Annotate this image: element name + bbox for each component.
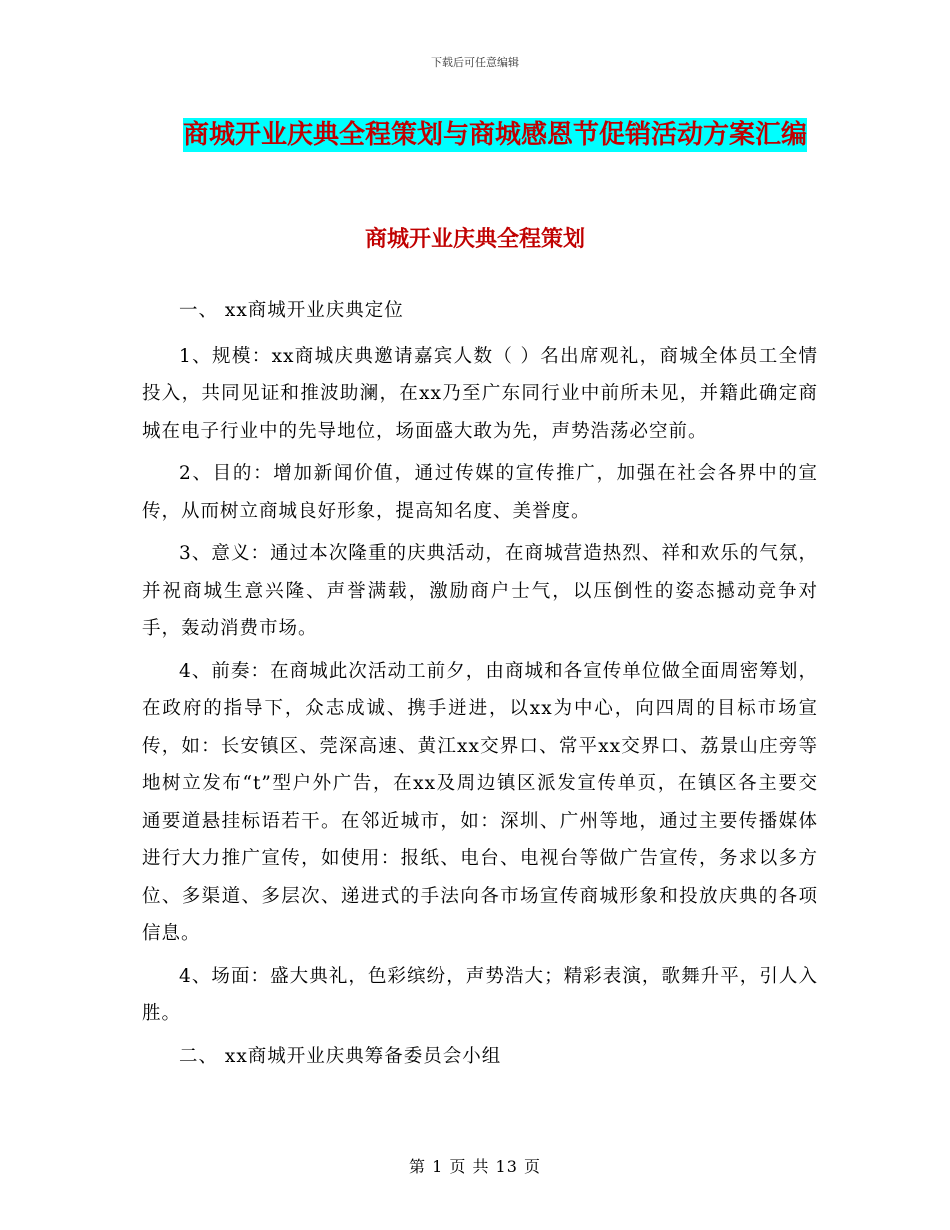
paragraph-purpose: 2、目的：增加新闻价值，通过传媒的宣传推广，加强在社会各界中的宣传，从而树立商城良好形象，提高知名度、美誉度。 — [142, 463, 818, 522]
page-footer: 第 1 页 共 13 页 — [409, 1157, 541, 1176]
paragraph-significance: 3、意义：通过本次隆重的庆典活动，在商城营造热烈、祥和欢乐的气氛，并祝商城生意兴隆、声誉满载，激励商户士气，以压倒性的姿态撼动竞争对手，轰动消费市场。 — [142, 543, 818, 639]
document-title — [150, 110, 840, 160]
section-title: 商城开业庆典全程策划 — [364, 227, 585, 252]
heading-committee: 二、 xx商城开业庆典筹备委员会小组 — [179, 1045, 502, 1067]
document-title-text: 商城开业庆典全程策划与商城感恩节促销活动方案汇编 — [182, 120, 807, 150]
document-body — [142, 292, 818, 1083]
paragraph-scale: 1、规模：xx商城庆典邀请嘉宾人数（ ）名出席观礼，商城全体员工全情投入，共同见证和推波助澜，在xx乃至广东同行业中前所未见，并籍此确定商城在电子行业中的先导地位，场面盛大敢为先，声势浩荡必空前。 — [142, 345, 818, 442]
header-note: 下载后可任意编辑 — [431, 56, 519, 69]
paragraph-prelude: 4、前奏：在商城此次活动工前夕，由商城和各宣传单位做全面周密筹划，在政府的指导下，众志成诚、携手迸进，以xx为中心，向四周的目标市场宣传，如：长安镇区、莞深高速、黄江xx交界口、常平xx交界口、荔景山庄旁等地树立发布“t”型户外广告，在xx及周边镇区派发宣传单页，在镇区各主要交通要道悬挂标语若干。在邻近城市，如：深圳、广州等地，通过主要传播媒体进行大力推广宣传，如使用：报纸、电台、电视台等做广告宣传，务求以多方位、多渠道、多层次、递进式的手法向各市场宣传商城形象和投放庆典的各项信息。 — [142, 660, 818, 944]
heading-positioning: 一、 xx商城开业庆典定位 — [179, 300, 404, 321]
paragraph-scene: 4、场面：盛大典礼，色彩缤纷，声势浩大；精彩表演，歌舞升平，引人入胜。 — [142, 965, 818, 1024]
